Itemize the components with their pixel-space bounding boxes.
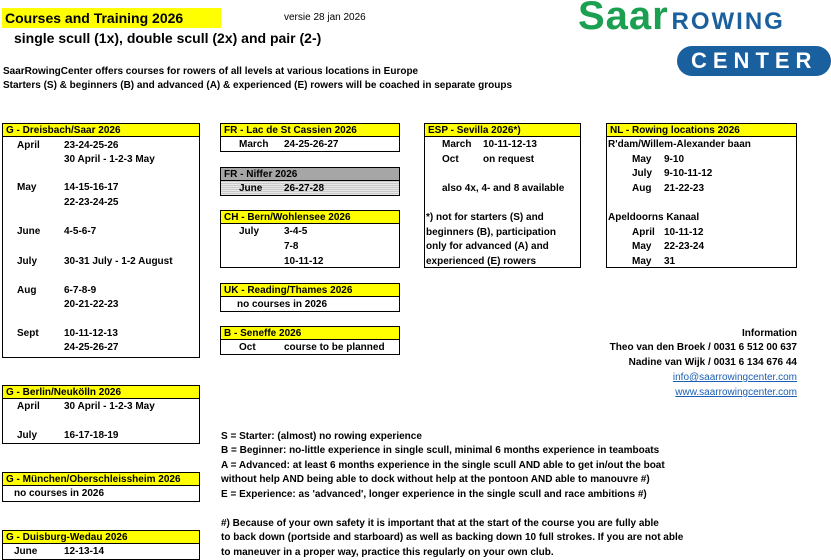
reading-header: UK - Reading/Thames 2026 xyxy=(220,283,400,297)
sevilla-dates: 10-11-12-13 xyxy=(483,139,537,150)
niffer-header: FR - Niffer 2026 xyxy=(220,167,400,181)
sevilla-header: ESP - Sevilla 2026*) xyxy=(424,123,581,137)
nl-month: May xyxy=(632,241,652,252)
safety-line: to maneuver in a proper way, practice this regularly on your own club. xyxy=(221,547,554,558)
legend-line: S = Starter: (almost) no rowing experience xyxy=(221,431,422,442)
logo-rowing-text: ROWING xyxy=(671,8,785,35)
dreisbach-month: Aug xyxy=(17,285,37,296)
nl-month: Aug xyxy=(632,183,652,194)
sevilla-extra: also 4x, 4- and 8 available xyxy=(442,183,565,194)
bern-dates: 7-8 xyxy=(284,241,299,252)
nl-month: May xyxy=(632,256,652,267)
safety-line: to back down (portside and starboard) as well as backing down 10 full strokes. If you are not able xyxy=(221,532,684,543)
dreisbach-dates: 10-11-12-13 xyxy=(64,328,118,339)
contact-nadine: Nadine van Wijk / 0031 6 134 676 44 xyxy=(628,357,797,368)
legend-line: without help AND being able to dock without help at the pontoon AND able to manouvre #) xyxy=(221,474,650,485)
sevilla-note: only for advanced (A) and xyxy=(426,241,549,252)
duisburg-header: G - Duisburg-Wedau 2026 xyxy=(2,530,200,544)
dreisbach-dates: 24-25-26-27 xyxy=(64,342,119,353)
sevilla-month: Oct xyxy=(442,154,459,165)
nl-month: May xyxy=(632,154,652,165)
dreisbach-dates: 4-5-6-7 xyxy=(64,226,97,237)
info-label: Information xyxy=(742,328,797,339)
dreisbach-month: May xyxy=(17,182,37,193)
nl-header: NL - Rowing locations 2026 xyxy=(606,123,797,137)
nl-dates: 10-11-12 xyxy=(664,227,704,238)
duisburg-month: June xyxy=(14,546,38,557)
dreisbach-dates: 30-31 July - 1-2 August xyxy=(64,256,173,267)
dreisbach-dates: 20-21-22-23 xyxy=(64,299,119,310)
dreisbach-month: Sept xyxy=(17,328,39,339)
bern-dates: 10-11-12 xyxy=(284,256,324,267)
bern-month: July xyxy=(239,226,260,237)
email-link[interactable]: info@saarrowingcenter.com xyxy=(672,372,797,383)
dreisbach-dates: 6-7-8-9 xyxy=(64,285,97,296)
dreisbach-month: April xyxy=(17,140,40,151)
nl-month: April xyxy=(632,227,655,238)
legend-line: E = Experience: as 'advanced', longer experience in the single scull and race ambitions #) xyxy=(221,489,647,500)
nl-site-2: Apeldoorns Kanaal xyxy=(608,212,700,223)
niffer-dates: 26-27-28 xyxy=(284,183,325,194)
nl-dates: 21-22-23 xyxy=(664,183,705,194)
sevilla-month: March xyxy=(442,139,472,150)
reading-note: no courses in 2026 xyxy=(237,299,328,310)
duisburg-dates: 12-13-14 xyxy=(64,546,105,557)
logo-saar-text: Saar xyxy=(578,0,669,38)
seneffe-header: B - Seneffe 2026 xyxy=(220,326,400,340)
bern-header: CH - Bern/Wohlensee 2026 xyxy=(220,210,400,224)
intro-line-1: SaarRowingCenter offers courses for rowers of all levels at various locations in Europe xyxy=(3,66,419,77)
version-label: versie 28 jan 2026 xyxy=(284,12,366,23)
dreisbach-box xyxy=(2,136,200,358)
sevilla-note: experienced (E) rowers xyxy=(426,256,537,267)
seneffe-note: course to be planned xyxy=(284,342,385,353)
berlin-month: April xyxy=(17,401,40,412)
nl-site-1: R'dam/Willem-Alexander baan xyxy=(608,139,751,150)
website-link[interactable]: www.saarrowingcenter.com xyxy=(675,387,797,398)
legend-line: A = Advanced: at least 6 months experience in the single scull AND able to get in/out the boat xyxy=(221,460,665,471)
munchen-note: no courses in 2026 xyxy=(14,488,105,499)
nl-dates: 22-23-24 xyxy=(664,241,705,252)
page-subtitle: single scull (1x), double scull (2x) and pair (2-) xyxy=(14,30,322,46)
sevilla-dates: on request xyxy=(483,154,535,165)
sevilla-note: beginners (B), participation xyxy=(426,227,557,238)
nl-month: July xyxy=(632,168,653,179)
logo xyxy=(578,0,785,39)
cassien-dates: 24-25-26-27 xyxy=(284,139,339,150)
nl-dates: 31 xyxy=(664,256,676,267)
berlin-dates: 30 April - 1-2-3 May xyxy=(64,401,155,412)
berlin-month: July xyxy=(17,430,38,441)
dreisbach-dates: 22-23-24-25 xyxy=(64,197,119,208)
sevilla-note: *) not for starters (S) and xyxy=(426,212,544,223)
dreisbach-header: G - Dreisbach/Saar 2026 xyxy=(2,123,200,137)
bern-dates: 3-4-5 xyxy=(284,226,308,237)
seneffe-month: Oct xyxy=(239,342,256,353)
berlin-dates: 16-17-18-19 xyxy=(64,430,119,441)
legend-line: B = Beginner: no-little experience in single scull, minimal 6 months experience in teamboats xyxy=(221,445,660,456)
berlin-header: G - Berlin/Neukölln 2026 xyxy=(2,385,200,399)
contact-theo: Theo van den Broek / 0031 6 512 00 637 xyxy=(609,342,797,353)
safety-line: #) Because of your own safety it is important that at the start of the course you are fully able xyxy=(221,518,659,529)
nl-dates: 9-10 xyxy=(664,154,685,165)
logo-center-text: CENTER xyxy=(677,46,831,76)
intro-line-2: Starters (S) & beginners (B) and advanced (A) & experienced (E) rowers will be coached in separate groups xyxy=(3,80,513,91)
cassien-month: March xyxy=(239,139,269,150)
page-title: Courses and Training 2026 xyxy=(2,8,221,28)
munchen-header: G - München/Oberschleissheim 2026 xyxy=(2,472,200,486)
dreisbach-dates: 14-15-16-17 xyxy=(64,182,119,193)
dreisbach-dates: 30 April - 1-2-3 May xyxy=(64,154,155,165)
niffer-month: June xyxy=(239,183,263,194)
cassien-header: FR - Lac de St Cassien 2026 xyxy=(220,123,400,137)
dreisbach-month: July xyxy=(17,256,38,267)
nl-dates: 9-10-11-12 xyxy=(664,168,713,179)
dreisbach-month: June xyxy=(17,226,41,237)
dreisbach-dates: 23-24-25-26 xyxy=(64,140,119,151)
